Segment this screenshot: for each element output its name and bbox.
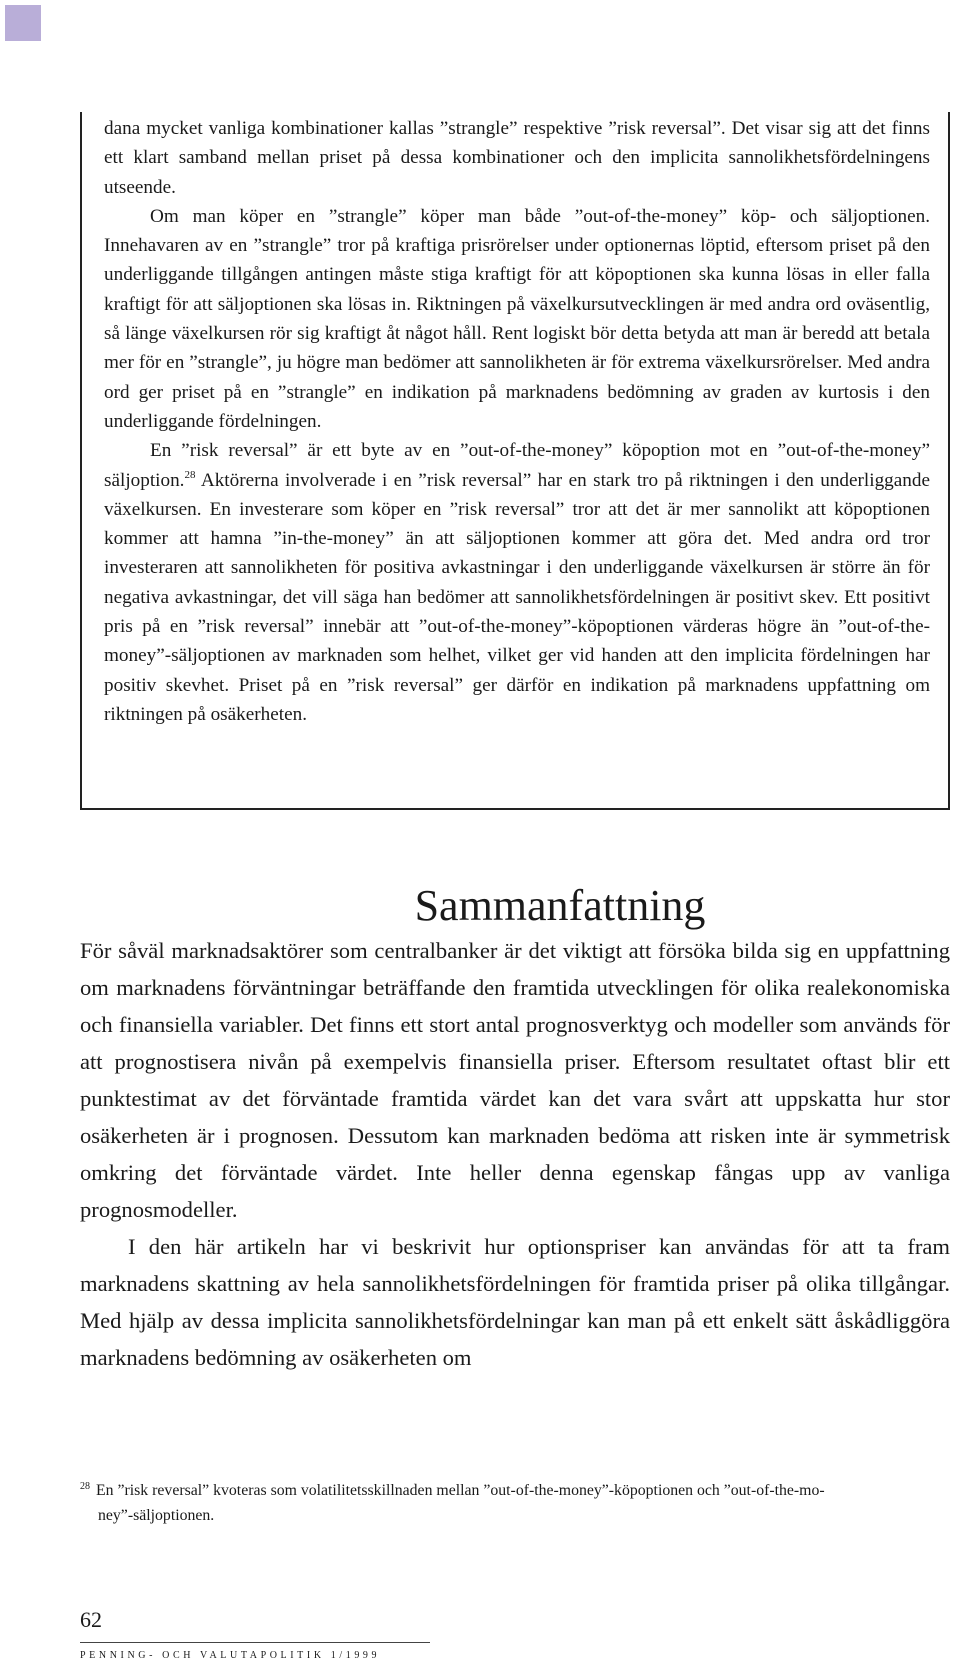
footnote-number: 28 — [80, 1481, 90, 1492]
journal-name: PENNING- OCH VALUTAPOLITIK 1/1999 — [80, 1650, 381, 1661]
footnote-line-1 — [80, 1478, 950, 1503]
page-number: 62 — [80, 1607, 102, 1632]
footnote-reference-28[interactable]: 28 — [184, 468, 196, 481]
corner-color-mark — [5, 5, 41, 41]
fact-box — [104, 114, 930, 729]
fact-box-paragraph-3-start: En ”risk reversal” är ett byte av en ”out-of-the-money” köpoption mot en ”out-of-the-money” säljoption. — [104, 440, 930, 491]
footnote-text-1: En ”risk reversal” kvoteras som volatilitetsskillnaden mellan ”out-of-the-money”-köpoptionen och ”out-of-the-mo- — [96, 1482, 825, 1499]
body-paragraph-2: I den här artikeln har vi beskrivit hur optionspriser kan användas för att ta fram marknadens skattning av hela sannolikhetsfördelningen för framtida priser på olika tillgångar. Med hjälp av dessa implicita sannolikhetsfördelningar kan man på ett enkelt sätt åskådliggöra marknadens bedömning av osäkerheten om — [80, 1234, 950, 1370]
section-body — [80, 932, 950, 1376]
footnote-line-2: ney”-säljoptionen. — [98, 1507, 215, 1524]
fact-box-paragraph-3-rest: Aktörerna involverade i en ”risk reversal” har en stark tro på riktningen i den underliggande växelkursen. En investerare som köper en ”risk reversal” tror att det är mer sannolikt att köpoptionen kommer att hamna ”in-the-money” än att säljoptionen kommer att göra det. Med andra ord tror investeraren att sannolikheten för positiva avkastningar i den underliggande växelkursen är större än för negativa avkastningar, det vill säga han bedömer att sannolikhetsfördelningen är positivt skev. Ett positivt pris på en ”risk reversal” innebär att ”out-of-the-money”-köpoptionen värderas högre än ”out-of-the-money”-säljoptionen av marknaden som helhet, vilket ger vid handen att den implicita fördelningen har positiv skevhet. Priset på en ”risk reversal” ger därför en indikation på marknadens uppfattning om riktningen på osäkerheten. — [104, 469, 930, 725]
fact-box-paragraph-2: Om man köper en ”strangle” köper man både ”out-of-the-money” köp- och säljoptionen. Innehavaren av en ”strangle” tror på kraftiga prisrörelser under optionernas löptid, eftersom priset på den underliggande tillgången antingen måste stiga kraftigt för att köpoptionen ska kunna lösas in eller falla kraftigt för att säljoptionen ska lösas in. Riktningen på växelkursutvecklingen är med andra ord oväsentlig, så länge växelkursen rör sig kraftigt åt något håll. Rent logiskt bör detta betyda att man är beredd att betala mer för en ”strangle”, ju högre man bedömer att sannolikheten är för extrema växelkursrörelser. Med andra ord ger priset på en ”strangle” en indikation på marknadens bedömning av graden av kurtosis i den underliggande fördelningen. — [104, 205, 930, 432]
fact-box-paragraph-3 — [104, 436, 930, 729]
body-paragraph-1: För såväl marknadsaktörer som centralbanker är det viktigt att försöka bilda sig en uppfattning om marknadens förväntningar beträffande den framtida utvecklingen för olika realekonomiska och finansiella variabler. Det finns ett stort antal prognosverktyg och modeller som används för att prognostisera nivån på exempelvis finansiella priser. Eftersom resultatet oftast blir ett punktestimat av det förväntade framtida värdet kan det vara svårt att uppskatta hur stor osäkerheten är i prognosen. Dessutom kan marknaden bedöma att risken inte är symmetrisk omkring det förväntade värdet. Inte heller denna egenskap fångas upp av vanliga prognosmodeller. — [80, 938, 950, 1222]
footnote — [80, 1478, 950, 1528]
section-heading: Sammanfattning — [414, 881, 706, 930]
fact-box-paragraph-1: dana mycket vanliga kombinationer kallas ”strangle” respektive ”risk reversal”. Det visar sig att det finns ett klart samband mellan priset på dessa kombinationer och den implicita sannolikhetsfördelningens utseende. — [104, 118, 930, 198]
footer-divider — [80, 1642, 430, 1643]
